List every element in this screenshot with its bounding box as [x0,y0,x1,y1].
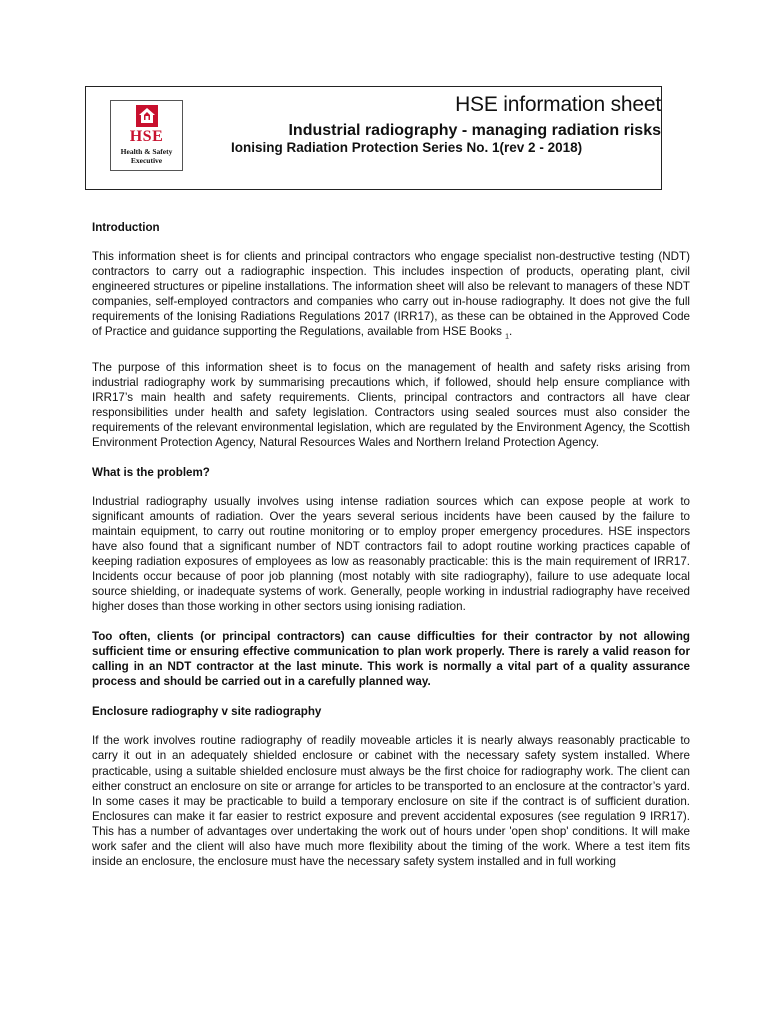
logo-sub-line1: Health & Safety [120,147,173,156]
intro-heading: Introduction [92,221,160,234]
page-subtitle: Industrial radiography - managing radiation risks [288,122,661,139]
enclosure-heading: Enclosure radiography v site radiography [92,705,322,719]
intro-paragraph-1-end: . [509,325,513,339]
intro-paragraph-2: The purpose of this information sheet is to focus on the management of health and safety risks arising from industrial radiography work by summarising precautions which, if followed, should help ensure compliance with IRR17’s main health and safety requirements. Clients, principal contractors and contractors all have clear responsibilities under health and safety legislation. Contractors using sealed sources must also consider the requirements of the relevant environmental legislation, which are regulated by the Environment Agency, the Scottish Environment Protection Agency, Natural Resources Wales and Northern Ireland Protection Agency. [92,360,690,449]
reference-marker: 1 [505,333,510,341]
problem-paragraph-2: Too often, clients (or principal contractors) can cause difficulties for their contractor by not allowing sufficient time or ensuring effective communication to plan work properly. There is rarely a valid reason for calling in an NDT contractor at the last minute. This work is normally a vital part of a quality assurance process and should be carried out in a carefully planned way. [92,630,690,689]
hse-logo [110,100,183,171]
logo-sub-line2: Executive [130,156,163,165]
series-label: Ionising Radiation Protection Series No. 1(rev 2 - 2018) [231,140,583,155]
intro-paragraph-1-text: This information sheet is for clients and principal contractors who engage specialist non-destructive testing (NDT) contractors to carry out a radiographic inspection. This includes inspection of products, operating plant, civil engineered structures or pipeline installations. The information sheet will also be relevant to managers of these NDT companies, self-employed contractors and companies who carry out in-house radiography. It does not give the full requirements of the Ionising Radiations Regulations 2017 (IRR17), as these can be obtained in the Approved Code of Practice and guidance supporting the Regulations, available from HSE Books [92,250,690,339]
house-flame-icon [136,105,158,127]
intro-paragraph-1 [92,249,690,345]
problem-heading: What is the problem? [92,465,210,479]
problem-paragraph-1: Industrial radiography usually involves using intense radiation sources which can expose people at work to significant amounts of radiation. Over the years several serious incidents have been caused by the failure to maintain equipment, to carry out routine monitoring or to employ proper emergency procedures. HSE inspectors have also found that a significant number of NDT contractors fail to adopt routine working practices capable of keeping radiation exposures of employees as low as reasonably practicable: this is the main requirement of IRR17. Incidents occur because of poor job planning (most notably with site radiography), failure to use adequate local source shielding, or inadequate systems of work. Generally, people working in industrial radiography have received higher doses than those working in other sectors using ionising radiation. [92,494,690,614]
enclosure-paragraph-1: If the work involves routine radiography of readily moveable articles it is nearly always reasonably practicable to carry it out in an adequately shielded enclosure or cabinet with the necessary safety system installed. Where practicable, using a suitable shielded enclosure must always be the first choice for radiography work. The client can either construct an enclosure on site or arrange for articles to be transported to an enclosure at the contractor’s yard. In some cases it may be practicable to build a temporary enclosure on site if the contract is of sufficient duration. Enclosures can make it far easier to restrict exposure and prevent accidental exposures (see regulation 9 IRR17). This has a number of advantages over undertaking the work out of hours under 'open shop' conditions. It will make work safer and the client will also have much more flexibility about the timing of the work. Where a test item fits inside an enclosure, the enclosure must have the necessary safety system installed and in full working [92,734,690,868]
logo-word: HSE [129,128,164,145]
document-body [92,220,690,869]
header-box [85,86,662,190]
page-title: HSE information sheet [455,93,661,116]
